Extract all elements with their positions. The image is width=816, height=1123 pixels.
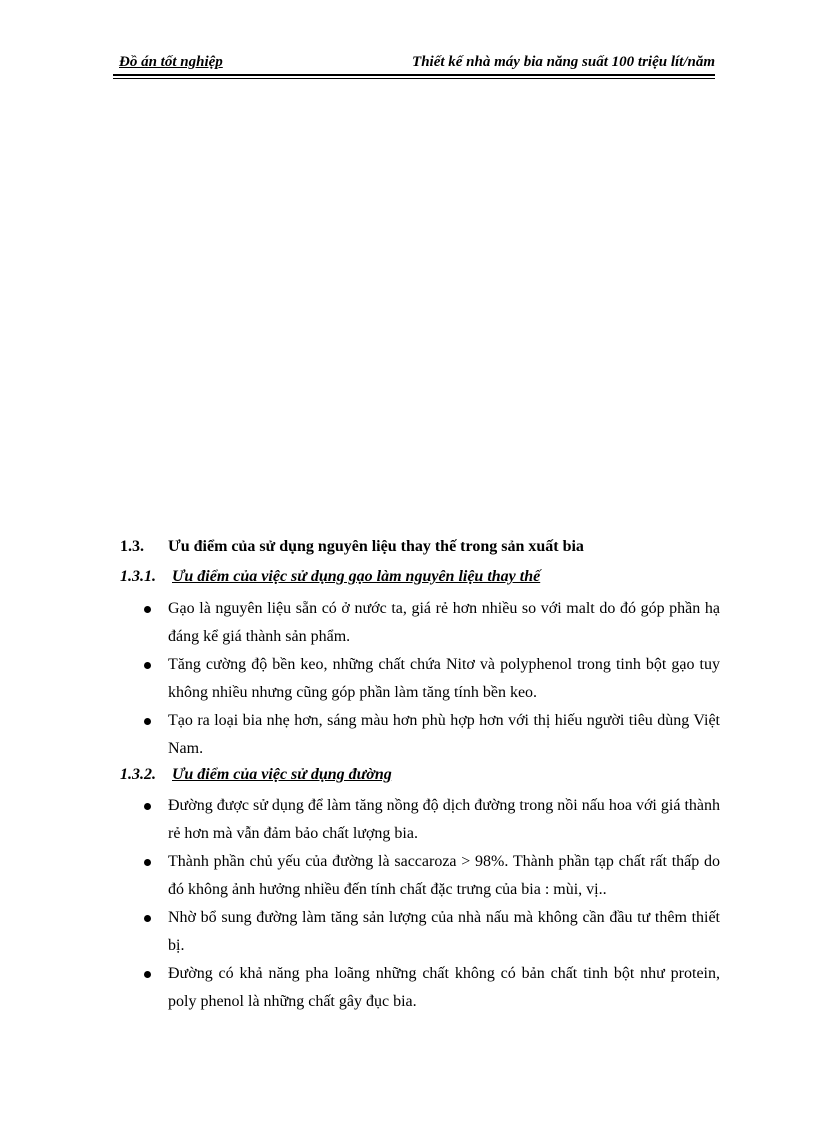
list-item-text: Tăng cường độ bền keo, những chất chứa Nitơ và polyphenol trong tinh bột gạo tuy không nhiều nhưng cũng góp phần làm tăng tính bền keo. bbox=[168, 656, 720, 701]
list-item bbox=[120, 651, 720, 707]
header-right-title: Thiết kế nhà máy bia năng suất 100 triệu lít/năm bbox=[412, 54, 715, 70]
list-item bbox=[120, 792, 720, 848]
section-title-text: Ưu điểm của sử dụng nguyên liệu thay thế trong sản xuất bia bbox=[168, 538, 584, 555]
bullet-icon bbox=[144, 803, 151, 810]
list-item-text: Gạo là nguyên liệu sẵn có ở nước ta, giá rẻ hơn nhiều so với malt do đó góp phần hạ đáng kể giá thành sản phẩm. bbox=[168, 600, 720, 645]
bullet-list-rice bbox=[120, 595, 720, 763]
subsection-title-sugar bbox=[120, 766, 392, 784]
header-rule-thick bbox=[113, 74, 715, 76]
bullet-icon bbox=[144, 915, 151, 922]
list-item-text: Tạo ra loại bia nhẹ hơn, sáng màu hơn phù hợp hơn với thị hiếu người tiêu dùng Việt Nam. bbox=[168, 712, 720, 757]
bullet-icon bbox=[144, 606, 151, 613]
bullet-icon bbox=[144, 971, 151, 978]
bullet-icon bbox=[144, 859, 151, 866]
page-header bbox=[113, 52, 715, 74]
section-title bbox=[120, 538, 584, 556]
list-item bbox=[120, 707, 720, 763]
list-item bbox=[120, 848, 720, 904]
section-number: 1.3. bbox=[120, 538, 144, 555]
subsection-title-text: Ưu điểm của việc sử dụng đường bbox=[172, 766, 392, 783]
list-item-text: Đường được sử dụng để làm tăng nồng độ dịch đường trong nồi nấu hoa với giá thành rẻ hơn mà vẫn đảm bảo chất lượng bia. bbox=[168, 797, 720, 842]
header-left-title: Đồ án tốt nghiệp bbox=[119, 54, 223, 70]
bullet-icon bbox=[144, 662, 151, 669]
bullet-list-sugar bbox=[120, 792, 720, 1016]
subsection-number: 1.3.1. bbox=[120, 568, 156, 585]
subsection-title-text: Ưu điểm của việc sử dụng gạo làm nguyên liệu thay thế bbox=[172, 568, 541, 585]
header-rule-thin bbox=[113, 78, 715, 79]
subsection-title-rice bbox=[120, 568, 540, 586]
list-item-text: Đường có khả năng pha loãng những chất không có bản chất tinh bột như protein, poly phenol là những chất gây đục bia. bbox=[168, 965, 720, 1010]
list-item bbox=[120, 960, 720, 1016]
list-item bbox=[120, 595, 720, 651]
bullet-icon bbox=[144, 718, 151, 725]
list-item bbox=[120, 904, 720, 960]
subsection-number: 1.3.2. bbox=[120, 766, 156, 783]
list-item-text: Nhờ bổ sung đường làm tăng sản lượng của nhà nấu mà không cần đầu tư thêm thiết bị. bbox=[168, 909, 720, 954]
list-item-text: Thành phần chủ yếu của đường là saccaroza > 98%. Thành phần tạp chất rất thấp do đó không ảnh hưởng nhiều đến tính chất đặc trưng của bia : mùi, vị.. bbox=[168, 853, 720, 898]
